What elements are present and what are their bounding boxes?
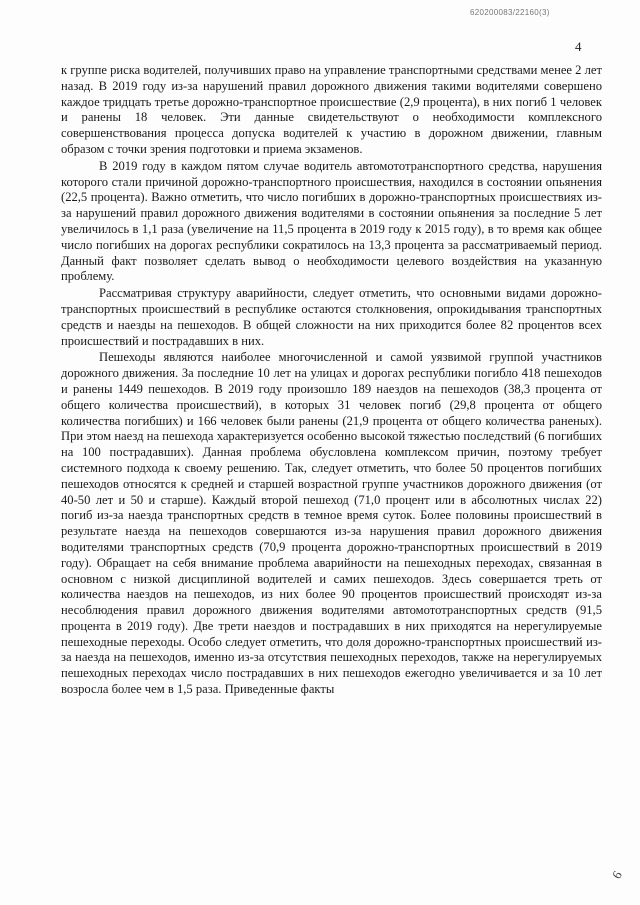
document-body [61,63,602,698]
paragraph-1: к группе риска водителей, получивших право на управление транспортными средствами менее 2 лет назад. В 2019 году из-за нарушений правил дорожного движения такими водителями совершено каждое тридцать третье дорожно-транспортное происшествие (2,9 процента), в них погиб 1 человек и ранены 18 человек. Эти данные свидетельствуют о необходимости комплексного совершенствования процесса допуска водителей к участию в дорожном движении, главным образом с точки зрения подготовки и приема экзаменов. [61,63,602,156]
paragraph-2: В 2019 году в каждом пятом случае водитель автомототранспортного средства, нарушения которого стали причиной дорожно-транспортного происшествия, находился в состоянии опьянения (22,5 процента). Важно отметить, что число погибших в дорожно-транспортных происшествиях из-за нарушений правил дорожного движения водителями в состоянии опьянения за последние 5 лет увеличилось в 1,1 раза (увеличение на 11,5 процента в 2019 году к 2015 году), в то время как общее число погибших на дорогах республики сократилось на 13,3 процента за рассматриваемый период. Данный факт позволяет сделать вывод о необходимости целевого воздействия на указанную проблему. [61,158,602,284]
document-id: 620200083/22160(3) [470,8,550,17]
handwritten-corner-mark: 6 [608,868,625,882]
paragraph-4: Пешеходы являются наиболее многочисленной и самой уязвимой группой участников дорожного движения. За последние 10 лет на улицах и дорогах республики погибло 418 пешеходов и ранены 1449 пешеходов. В 2019 году произошло 189 наездов на пешеходов (38,3 процента от общего количества происшествий), в которых 31 человек погиб (29,8 процента от общего количества погибших) и 166 человек были ранены (21,9 процента от общего количества раненых). При этом наезд на пешехода характеризуется особенно высокой тяжестью последствий (6 погибших на 100 пострадавших). Данная проблема обусловлена комплексом причин, поэтому требует системного подхода к своему решению. Так, следует отметить, что более 50 процентов погибших пешеходов относятся к средней и старшей возрастной группе участников дорожного движения (от 40-50 лет и 50 и старше). Каждый второй пешеход (71,0 процент или в абсолютных числах 22) погиб из-за наезда транспортных средств в темное время суток. Более половины происшествий в результате наезда на пешеходов совершаются из-за нарушения правил дорожного движения водителями транспортных средств (70,9 процента дорожно-транспортных происшествий в 2019 году). Обращает на себя внимание проблема аварийности на пешеходных переходах, связанная в основном с низкой дисциплиной водителей и самих пешеходов. Здесь совершается треть от количества наездов на пешеходов, из них более 90 процентов происшествий происходят из-за несоблюдения правил дорожного движения водителями автомототранспортных средств (91,5 процента в 2019 году). Две трети наездов и пострадавших в них приходятся на нерегулируемые пешеходные переходы. Особо следует отметить, что доля дорожно-транспортных происшествий из-за наезда на пешеходов, именно из-за отсутствия пешеходных переходов, также на нерегулируемых пешеходных переходах число пострадавших в них пешеходов ежегодно увеличивается и за 10 лет возросла более чем в 1,5 раза. Приведенные факты [61,350,602,697]
paragraph-3: Рассматривая структуру аварийности, следует отметить, что основными видами дорожно-транспортных происшествий в республике остаются столкновения, опрокидывания транспортных средств и наезды на пешеходов. В общей сложности на них приходится более 82 процентов всех происшествий и пострадавших в них. [61,286,602,348]
page-number: 4 [575,39,582,54]
